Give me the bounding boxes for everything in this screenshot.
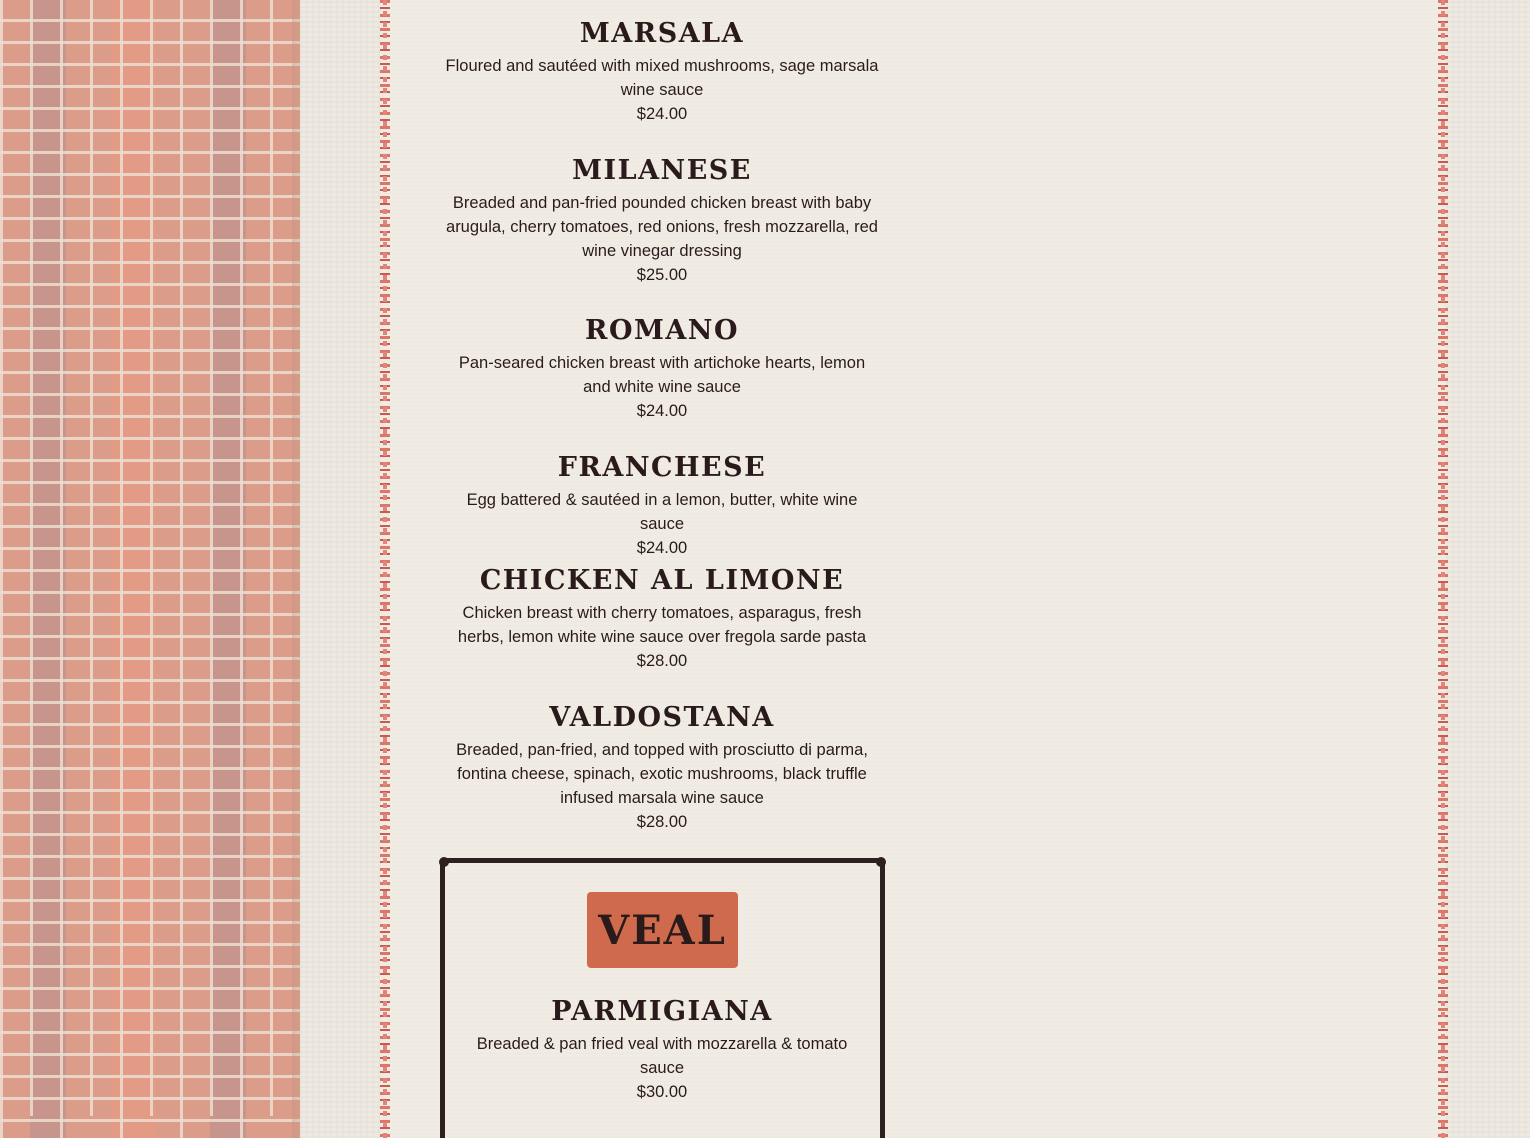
- menu-item-romano: [440, 315, 884, 423]
- menu-item-price: $30.00: [636, 1083, 688, 1101]
- frame-corner-ornament: [439, 857, 449, 867]
- menu-item-description: Pan-seared chicken breast with artichoke hearts, lemon and white wine sauce: [458, 354, 866, 396]
- menu-item-name: FRANCHESE: [557, 452, 767, 483]
- veal-section-heading: VEAL: [587, 892, 738, 968]
- menu-item-description: Breaded and pan-fried pounded chicken breast with baby arugula, cherry tomatoes, red onions, fresh mozzarella, red wine vinegar dressing: [446, 194, 878, 260]
- brick-wall-background: [0, 0, 300, 1138]
- menu-item-valdostana: [440, 702, 884, 834]
- menu-item-name: MARSALA: [579, 18, 745, 49]
- menu-item-price: $25.00: [636, 266, 688, 284]
- menu-item-description: Egg battered & sautéed in a lemon, butter, white wine sauce: [466, 491, 858, 533]
- menu-item-marsala: [440, 18, 884, 126]
- menu-item-price: $28.00: [636, 813, 688, 831]
- menu-item-price: $24.00: [636, 402, 688, 420]
- menu-item-name: CHICKEN AL LIMONE: [479, 565, 845, 596]
- menu-item-name: VALDOSTANA: [549, 702, 775, 733]
- menu-item-name: ROMANO: [585, 315, 739, 346]
- menu-item-price: $24.00: [636, 539, 688, 557]
- menu-item-name: PARMIGIANA: [551, 996, 773, 1027]
- menu-item-franchese: [440, 452, 884, 560]
- decorative-border-left: [380, 0, 390, 1138]
- decorative-border-right: [1438, 0, 1448, 1138]
- menu-item-description: Breaded, pan-fried, and topped with prosciutto di parma, fontina cheese, spinach, exotic mushrooms, black truffle infused marsala wine sauce: [456, 741, 868, 807]
- menu-item-price: $28.00: [636, 652, 688, 670]
- menu-item-chicken-al-limone: [440, 565, 884, 673]
- menu-item-parmigiana: [440, 996, 884, 1104]
- menu-item-description: Floured and sautéed with mixed mushrooms, sage marsala wine sauce: [445, 57, 879, 99]
- menu-item-description: Breaded & pan fried veal with mozzarella & tomato sauce: [476, 1035, 848, 1077]
- menu-item-description: Chicken breast with cherry tomatoes, asparagus, fresh herbs, lemon white wine sauce over fregola sarde pasta: [457, 604, 867, 646]
- frame-corner-ornament: [876, 857, 886, 867]
- menu-item-name: MILANESE: [572, 155, 752, 186]
- menu-item-price: $24.00: [636, 105, 688, 123]
- menu-item-milanese: [440, 155, 884, 287]
